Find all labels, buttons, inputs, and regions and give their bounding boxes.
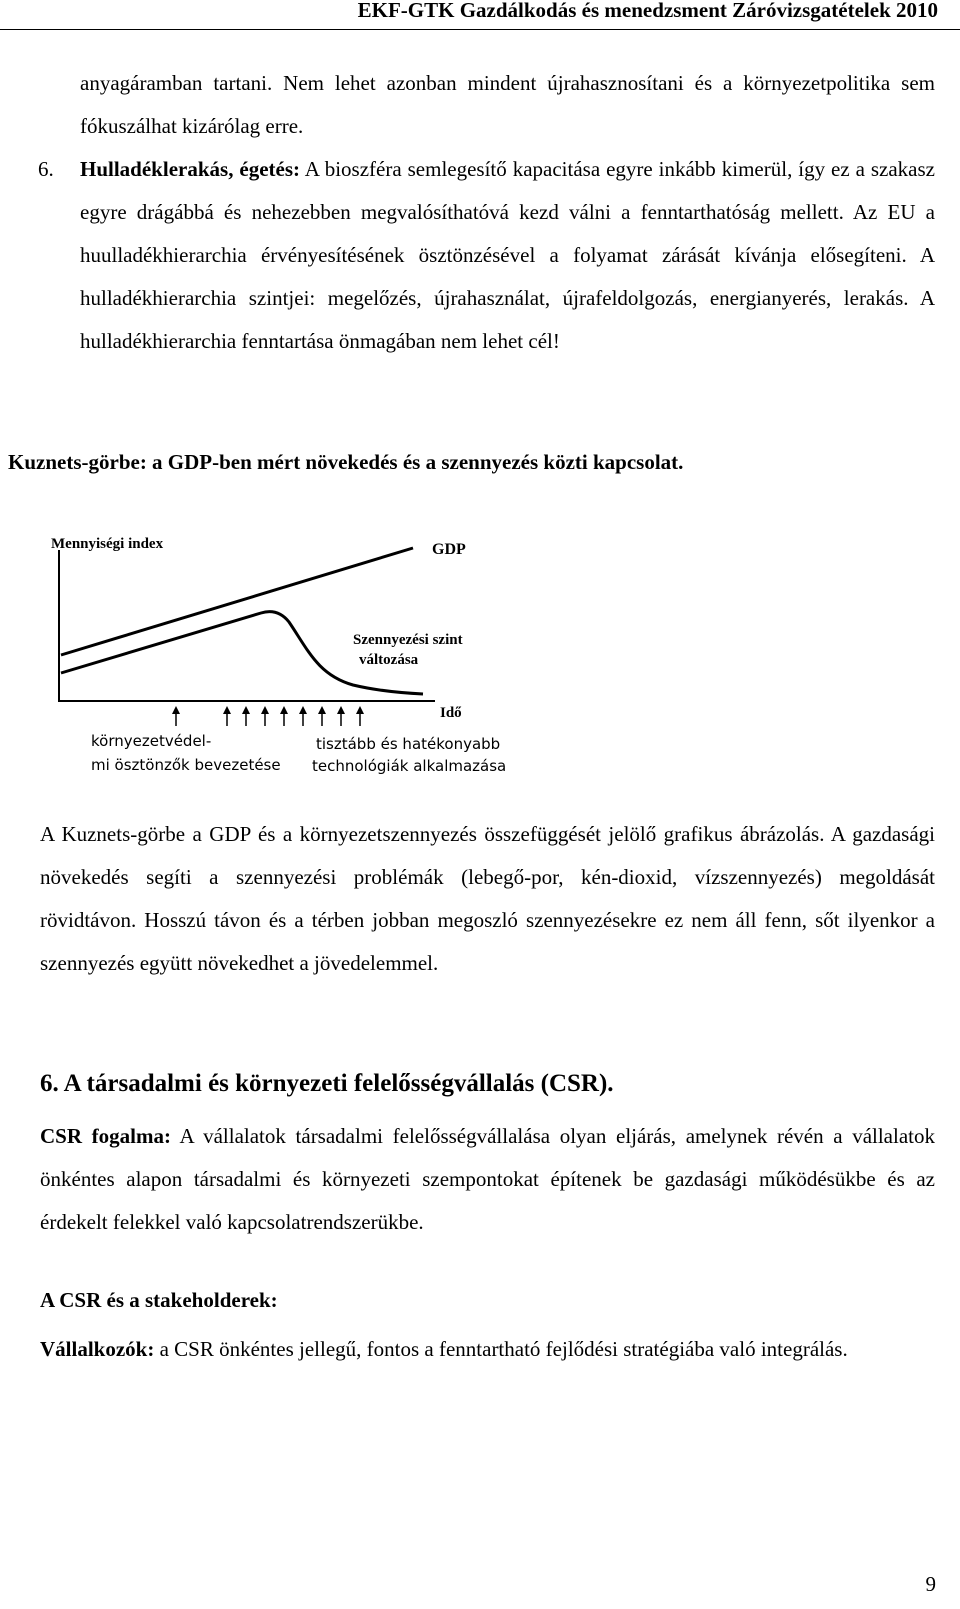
pollution-label-1: Szennyezési szint	[353, 632, 463, 648]
technology-arrows	[223, 706, 364, 726]
section-heading-csr: 6. A társadalmi és környezeti felelősségvállalás (CSR).	[40, 1070, 614, 1097]
tech-label-1: tisztább és hatékonyabb	[316, 735, 501, 753]
policy-arrow-icon	[172, 706, 180, 726]
gdp-label: GDP	[432, 541, 466, 558]
tech-arrow-icon	[242, 706, 250, 726]
stakeholder-heading: A CSR és a stakeholderek:	[40, 1288, 278, 1312]
header-rule	[0, 29, 960, 30]
document-header: EKF-GTK Gazdálkodás és menedzsment Záróvizsgatételek 2010	[357, 0, 938, 22]
tech-arrow-icon	[337, 706, 345, 726]
tech-arrow-icon	[299, 706, 307, 726]
tech-arrow-icon	[280, 706, 288, 726]
landfill-heading: Hulladéklerakás, égetés:	[80, 157, 300, 181]
policy-label-1: környezetvédel-	[91, 732, 212, 750]
policy-label-2: mi ösztönzők bevezetése	[91, 756, 281, 774]
paragraph-entrepreneurs	[40, 1328, 935, 1371]
paragraph-kuznets: A Kuznets-görbe a GDP és a környezetszennyezés összefüggését jelölő grafikus ábrázolás. A gazdasági növekedés segíti a szennyezési problémák (lebegő-por, kén-dioxid, vízszennyezés) megoldását rövidtávon. Hosszú távon és a térben jobban megoszló szennyezésekre ez nem áll fenn, sőt ilyenkor a szennyezés együtt növekedhet a jövedelemmel.	[40, 822, 935, 975]
paragraph-landfill	[38, 148, 935, 363]
kuznets-title: Kuznets-görbe: a GDP-ben mért növekedés és a szennyezés közti kapcsolat.	[8, 450, 684, 474]
csr-definition-text: A vállalatok társadalmi felelősségvállalása olyan eljárás, amelynek révén a vállalatok önkéntes alapon társadalmi és környezeti szempontokat építenek be gazdasági működésükbe és az érdekelt felekkel való kapcsolatrendszerükbe.	[40, 1124, 935, 1234]
page-number: 9	[925, 1572, 936, 1596]
paragraph-csr-definition	[40, 1115, 935, 1244]
tech-label-2: technológiák alkalmazása	[312, 757, 507, 775]
time-label: Idő	[440, 705, 462, 721]
paragraph-recycling: anyagáramban tartani. Nem lehet azonban mindent újrahasznosítani és a környezetpolitika sem fókuszálhat kizárólag erre.	[80, 71, 935, 138]
tech-arrow-icon	[261, 706, 269, 726]
csr-definition-heading: CSR fogalma:	[40, 1124, 171, 1148]
pollution-label-2: változása	[359, 652, 419, 668]
entrepreneurs-text: a CSR önkéntes jellegű, fontos a fenntartható fejlődési stratégiába való integrálás.	[154, 1337, 848, 1361]
tech-arrow-icon	[356, 706, 364, 726]
kuznets-figure	[33, 490, 538, 810]
tech-arrow-icon	[223, 706, 231, 726]
list-number: 6.	[38, 157, 54, 181]
y-axis-label: Mennyiségi index	[51, 536, 164, 552]
entrepreneurs-heading: Vállalkozók:	[40, 1337, 155, 1361]
landfill-text: A bioszféra semlegesítő kapacitása egyre inkább kimerül, így ez a szakasz egyre drágábbá és nehezebben megvalósíthatóvá kezd válni a fenntarthatóság mellett. Az EU a huulladékhierarchia érvényesítésének ösztönzésével a folyamat zárását kívánja elősegíteni. A hulladékhierarchia szintjei: megelőzés, újrahasználat, újrafeldolgozás, energianyerés, lerakás. A hulladékhierarchia fenntartása önmagában nem lehet cél!	[80, 157, 935, 353]
tech-arrow-icon	[318, 706, 326, 726]
